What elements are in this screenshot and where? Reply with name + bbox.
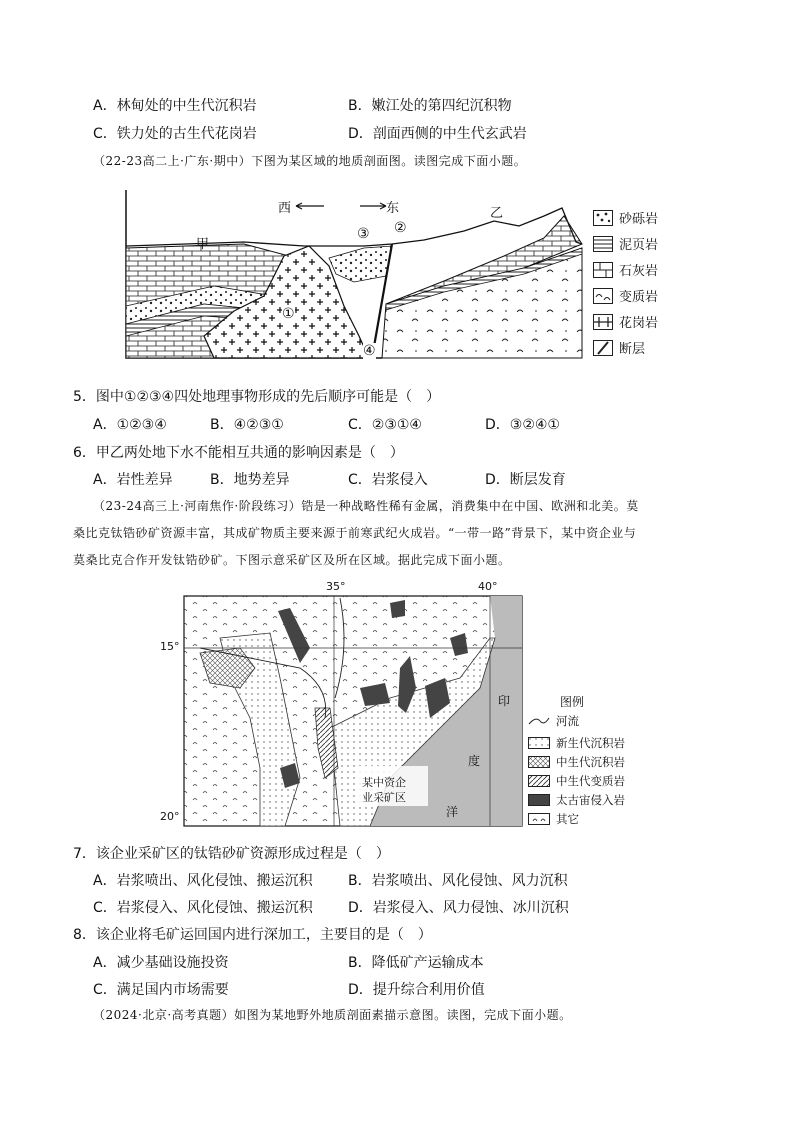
q5-option-a[interactable]: A．①②③④	[93, 417, 167, 433]
legend-fault	[593, 338, 645, 357]
q8-option-c[interactable]: C．满足国内市场需要	[93, 982, 229, 998]
ocean-label-3: 洋	[446, 805, 459, 819]
q7-option-d[interactable]: D．岩浆侵入、风力侵蚀、冰川沉积	[348, 900, 569, 916]
legend-label: 变质岩	[619, 290, 659, 305]
legend-mudstone	[593, 234, 658, 253]
question-8-stem: 8．该企业将毛矿运回国内进行深加工，主要目的是（ ）	[73, 927, 432, 943]
q8-option-a[interactable]: A．减少基础设施投资	[93, 955, 229, 971]
option-c[interactable]: C．铁力处的古生代花岗岩	[93, 126, 257, 142]
mesozoic-sedimentary-swatch-icon	[528, 756, 550, 768]
legend-mesozoic-metamorphic	[528, 773, 625, 789]
limestone-swatch-icon	[593, 262, 613, 278]
legend-label: 河流	[556, 714, 579, 728]
label-jia: 甲	[196, 237, 210, 252]
legend-label: 新生代沉积岩	[556, 736, 625, 750]
q6-option-c[interactable]: C．岩浆侵入	[348, 472, 428, 488]
question-5-stem: 5．图中①②③④四处地理事物形成的先后顺序可能是（ ）	[73, 389, 441, 405]
q6-option-d[interactable]: D．断层发育	[485, 472, 566, 488]
marker-4: ④	[363, 343, 376, 359]
longitude-35-label: 35°	[326, 580, 346, 593]
ocean-label-2: 度	[468, 754, 481, 768]
other-swatch-icon	[528, 813, 550, 825]
option-a[interactable]: A．林甸处的中生代沉积岩	[93, 98, 257, 114]
legend-other	[528, 811, 579, 827]
cenozoic-sedimentary-swatch-icon	[528, 737, 550, 749]
mining-region-map	[160, 578, 530, 828]
legend-conglomerate	[593, 208, 658, 227]
metamorphic-swatch-icon	[593, 288, 613, 304]
legend-cenozoic-sedimentary	[528, 735, 625, 751]
q7-option-a[interactable]: A．岩浆喷出、风化侵蚀、搬运沉积	[93, 873, 313, 889]
q5-option-d[interactable]: D．③②④①	[485, 417, 560, 433]
marker-3: ③	[357, 226, 370, 242]
legend-archean-intrusive	[528, 792, 625, 808]
q7-option-b[interactable]: B．岩浆喷出、风化侵蚀、风力沉积	[348, 873, 568, 889]
question-7-stem: 7．该企业采矿区的钛锆砂矿资源形成过程是（ ）	[73, 846, 390, 862]
river-line-icon	[528, 716, 550, 726]
legend-label: 其它	[556, 812, 579, 826]
intro-mozambique-line3: 莫桑比克合作开发钛锆砂矿。下图示意采矿区及所在区域。据此完成下面小题。	[73, 553, 511, 567]
legend-metamorphic	[593, 286, 658, 305]
legend-label: 砂砾岩	[619, 212, 659, 227]
intro-mozambique-line2: 桑比克钛锆砂矿资源丰富，其成矿物质主要来源于前寒武纪火成岩。“一带一路”背景下，某中资企业与	[73, 526, 637, 540]
marker-1: ①	[282, 306, 295, 322]
marker-2: ②	[394, 220, 407, 236]
granite-swatch-icon	[593, 314, 613, 330]
ocean-label-1: 印	[498, 694, 511, 708]
intro-beijing-section: （2024·北京·高考真题）如图为某地野外地质剖面素描示意图。读图，完成下面小题。	[93, 1008, 572, 1022]
q8-option-d[interactable]: D．提升综合利用价值	[348, 982, 485, 998]
latitude-20-label: 20°	[160, 810, 180, 823]
option-d[interactable]: D．剖面西侧的中生代玄武岩	[348, 126, 527, 142]
q7-option-c[interactable]: C．岩浆侵入、风化侵蚀、搬运沉积	[93, 900, 313, 916]
legend-label: 断层	[619, 342, 646, 357]
mesozoic-metamorphic-swatch-icon	[528, 775, 550, 787]
archean-intrusive-swatch-icon	[528, 794, 550, 806]
mine-label-line1: 某中资企	[362, 776, 406, 789]
intro-mozambique-line1: （23-24高三上·河南焦作·阶段练习）锆是一种战略性稀有金属，消费集中在中国、欧洲和北美。莫	[93, 499, 639, 513]
fault-swatch-icon	[593, 340, 613, 356]
legend-label: 泥页岩	[619, 238, 659, 253]
conglomerate-swatch-icon	[593, 210, 613, 226]
legend-label: 中生代沉积岩	[556, 755, 625, 769]
longitude-40-label: 40°	[478, 580, 498, 593]
q5-option-b[interactable]: B．④②③①	[210, 417, 284, 433]
geologic-section-diagram	[124, 186, 586, 360]
direction-west-label: 西	[278, 201, 292, 216]
question-6-stem: 6．甲乙两处地下水不能相互共通的影响因素是（ ）	[73, 445, 404, 461]
q5-option-c[interactable]: C．②③①④	[348, 417, 422, 433]
intro-geologic-section: （22-23高二上·广东·期中）下图为某区域的地质剖面图。读图完成下面小题。	[93, 154, 527, 168]
label-yi: 乙	[490, 206, 504, 221]
mine-label-line2: 业采矿区	[362, 791, 406, 804]
legend-limestone	[593, 260, 658, 279]
legend-label: 花岗岩	[619, 316, 659, 331]
mudstone-swatch-icon	[593, 236, 613, 252]
legend-mesozoic-sedimentary	[528, 754, 625, 770]
q8-option-b[interactable]: B．降低矿产运输成本	[348, 955, 484, 971]
direction-east-label: 东	[386, 201, 400, 216]
latitude-15-label: 15°	[160, 640, 180, 653]
q6-option-b[interactable]: B．地势差异	[210, 472, 290, 488]
legend-label: 中生代变质岩	[556, 774, 625, 788]
legend-label: 太古宙侵入岩	[556, 793, 625, 807]
map-legend-title: 图例	[560, 695, 585, 709]
option-b[interactable]: B．嫩江处的第四纪沉积物	[348, 98, 512, 114]
q6-option-a[interactable]: A．岩性差异	[93, 472, 173, 488]
legend-granite	[593, 312, 658, 331]
legend-river	[528, 713, 579, 729]
legend-label: 石灰岩	[619, 264, 659, 279]
